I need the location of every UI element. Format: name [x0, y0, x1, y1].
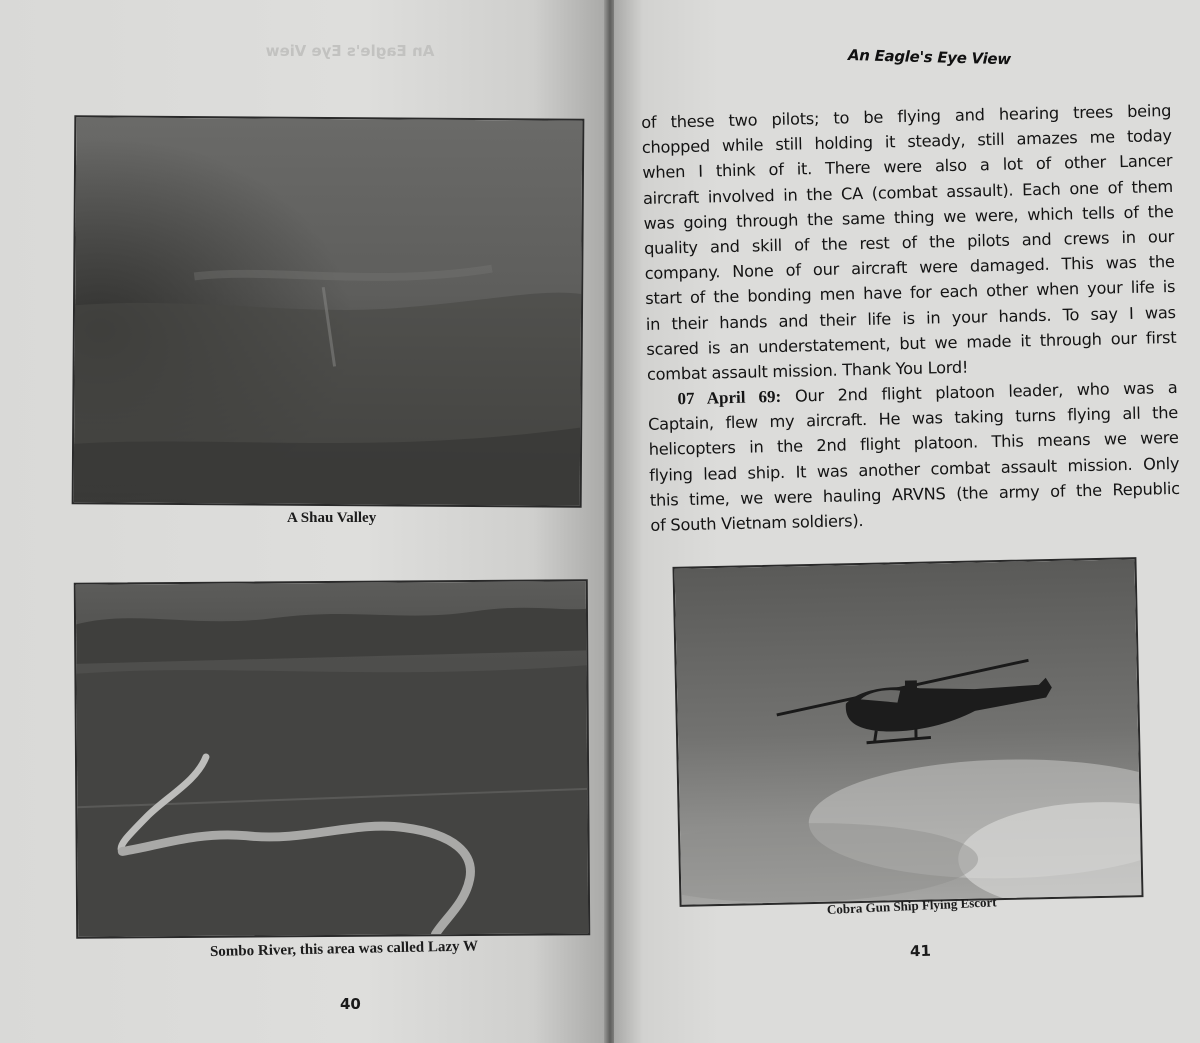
- running-head: An Eagle's Eye View: [847, 46, 1012, 69]
- entry-first-line-text: Our 2nd flight platoon leader, who was a: [794, 377, 1178, 406]
- text-line: this time, we were hauling ARVNS (the army of the Republic: [649, 478, 1180, 510]
- text-line: start of the bonding men have for each other when your life is: [645, 277, 1176, 309]
- page-number-right: 41: [909, 941, 932, 961]
- text-line: aircraft involved in the CA (combat assault). Each one of them: [642, 176, 1174, 208]
- caption-cobra-gunship: Cobra Gun Ship Flying Escort: [826, 894, 997, 917]
- text-line: when I think of it. There were also a lot of other Lancer: [642, 151, 1173, 183]
- text-line: chopped while still holding it steady, still amazes me today: [641, 126, 1172, 158]
- text-line: combat assault mission. Thank You Lord!: [646, 357, 969, 384]
- text-line: Captain, flew my aircraft. He was taking turns flying all the: [647, 403, 1179, 435]
- text-line: of South Vietnam soldiers).: [650, 511, 864, 535]
- entry-date: 07 April 69:: [677, 386, 782, 409]
- body-text: [641, 98, 1181, 538]
- sombo-river-image: [76, 581, 588, 937]
- photo-cobra-gunship: [672, 557, 1143, 907]
- text-line: quality and skill of the rest of the pilots and crews in our: [643, 226, 1175, 258]
- text-line: helicopters in the 2nd flight platoon. This means we were: [648, 428, 1179, 460]
- photo-sombo-river: [74, 579, 590, 939]
- page-number-left: 40: [340, 995, 361, 1013]
- photo-a-shau-valley: [72, 115, 585, 508]
- cobra-gunship-image: [675, 559, 1142, 905]
- text-line: in their hands and their life is in your hands. To say I was: [645, 302, 1176, 334]
- caption-a-shau-valley: A Shau Valley: [287, 510, 377, 526]
- text-line: was going through the same thing we were, which tells of the: [643, 201, 1174, 233]
- text-line: company. None of our aircraft were damaged. This was the: [644, 252, 1175, 284]
- ghost-header: An Eagle's Eye View: [265, 42, 435, 60]
- text-line: flying lead ship. It was another combat assault mission. Only: [649, 453, 1180, 485]
- a-shau-valley-image: [74, 117, 583, 506]
- text-line: scared is an understatement, but we made it through our first: [646, 327, 1177, 359]
- text-line: of these two pilots; to be flying and hearing trees being: [641, 100, 1172, 132]
- caption-sombo-river: Sombo River, this area was called Lazy W: [209, 938, 479, 960]
